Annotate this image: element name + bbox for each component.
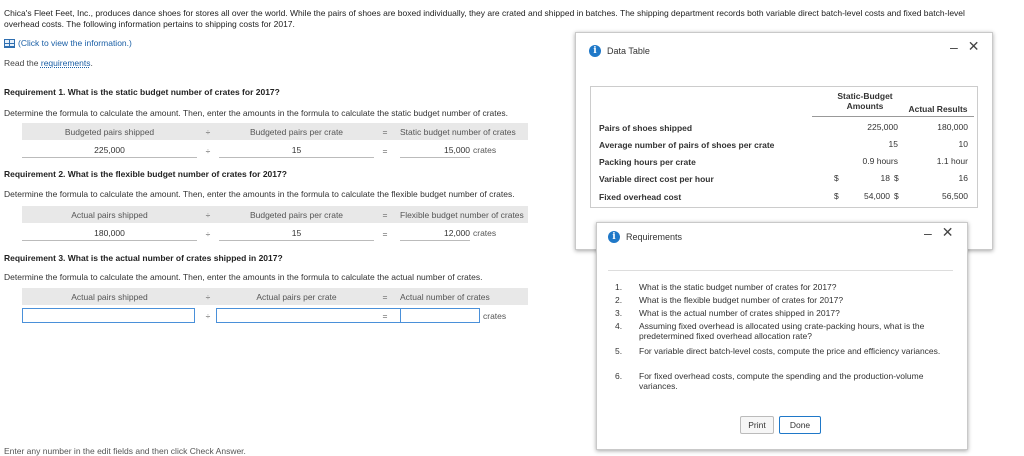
- req3-col1: Actual pairs shipped: [71, 291, 148, 302]
- list-item: [615, 308, 945, 318]
- close-icon[interactable]: ✕: [967, 38, 980, 54]
- row-label: Average number of pairs of shoes per crate: [599, 140, 775, 150]
- req1-unit: crates: [473, 145, 497, 155]
- static-budget-header: [820, 91, 910, 111]
- static-value: 15: [888, 139, 898, 149]
- footer-hint: Enter any number in the edit fields and then click Check Answer.: [4, 446, 246, 456]
- item-number: 3.: [615, 308, 623, 318]
- req1-col1: Budgeted pairs shipped: [64, 126, 155, 137]
- actual-value: 1.1 hour: [936, 156, 968, 166]
- static-value: 0.9 hours: [862, 156, 898, 166]
- req3-unit: crates: [483, 310, 507, 321]
- item-number: 2.: [615, 295, 623, 305]
- req3-col3: Actual number of crates: [400, 291, 490, 302]
- item-number: 4.: [615, 321, 623, 331]
- req1-col2: Budgeted pairs per crate: [249, 126, 344, 137]
- item-text: For fixed overhead costs, compute the spending and the production-volume variances.: [639, 371, 924, 391]
- list-item: [615, 346, 945, 356]
- static-value: 18: [880, 173, 890, 183]
- req1-description: Determine the formula to calculate the amount. Then, enter the amounts in the formula to calculate the static budget number of crates.: [4, 108, 508, 118]
- list-item: [615, 282, 945, 292]
- req3-input3[interactable]: [400, 308, 480, 323]
- currency-symbol: $: [834, 173, 839, 183]
- req3-heading: Requirement 3. What is the actual number of crates shipped in 2017?: [4, 253, 283, 263]
- minimize-icon[interactable]: –: [924, 224, 932, 241]
- actual-value: 180,000: [937, 122, 968, 132]
- item-number: 5.: [615, 346, 623, 356]
- req3-input1[interactable]: [22, 308, 195, 323]
- row-label: Pairs of shoes shipped: [599, 123, 693, 133]
- req2-value3[interactable]: 12,000: [400, 226, 470, 241]
- print-button[interactable]: Print: [740, 416, 774, 434]
- req1-value1[interactable]: 225,000: [22, 143, 197, 158]
- equals-operator: =: [382, 228, 388, 239]
- req1-formula-values: [22, 142, 528, 159]
- static-budget-header-line2: Amounts: [846, 101, 884, 111]
- item-text: What is the static budget number of crates for 2017?: [639, 282, 837, 292]
- currency-symbol: $: [894, 191, 899, 201]
- read-requirements: Read the requirements.: [4, 58, 93, 68]
- equals-operator: =: [382, 291, 388, 302]
- req2-description: Determine the formula to calculate the amount. Then, enter the amounts in the formula to calculate the flexible budget number of crates.: [4, 189, 515, 199]
- data-table-title-bar: [589, 45, 650, 57]
- req3-formula-inputs: [22, 307, 528, 324]
- req1-value3[interactable]: 15,000: [400, 143, 470, 158]
- item-text: What is the flexible budget number of crates for 2017?: [639, 295, 844, 305]
- actual-results-header: Actual Results: [908, 104, 968, 114]
- req1-heading: Requirement 1. What is the static budget number of crates for 2017?: [4, 87, 280, 97]
- req2-formula-values: [22, 225, 528, 242]
- divide-operator: ÷: [205, 126, 211, 137]
- divide-operator: ÷: [205, 310, 211, 321]
- close-icon[interactable]: ✕: [941, 224, 954, 240]
- info-link[interactable]: [4, 38, 132, 48]
- list-item: [615, 321, 945, 341]
- req2-value2[interactable]: 15: [219, 226, 374, 241]
- divide-operator: ÷: [205, 209, 211, 220]
- req2-col2: Budgeted pairs per crate: [249, 209, 344, 220]
- actual-value: 10: [958, 139, 968, 149]
- row-label: Variable direct cost per hour: [599, 174, 714, 184]
- requirements-title-bar: [608, 231, 682, 243]
- requirements-title: Requirements: [626, 232, 683, 242]
- static-budget-header-line1: Static-Budget: [837, 91, 893, 101]
- req2-value1[interactable]: 180,000: [22, 226, 197, 241]
- info-link-label: (Click to view the information.): [18, 38, 132, 48]
- table-icon: [4, 39, 15, 48]
- requirements-link[interactable]: requirements: [40, 58, 91, 68]
- req1-value2[interactable]: 15: [219, 143, 374, 158]
- item-text: Assuming fixed overhead is allocated using crate-packing hours, what is the predetermined fixed overhead allocation rate?: [639, 321, 925, 341]
- data-table-title: Data Table: [607, 46, 650, 56]
- info-icon: i: [589, 45, 601, 57]
- read-the-text: Read the: [4, 58, 39, 68]
- req2-formula-header: [22, 206, 528, 223]
- header-divider: [812, 116, 974, 117]
- static-value: 225,000: [867, 122, 898, 132]
- minimize-icon[interactable]: –: [950, 38, 958, 55]
- req3-description: Determine the formula to calculate the amount. Then, enter the amounts in the formula to calculate the actual number of crates.: [4, 272, 483, 282]
- req2-unit: crates: [473, 228, 497, 238]
- actual-value: 16: [958, 173, 968, 183]
- divide-operator: ÷: [205, 291, 211, 302]
- req3-col2: Actual pairs per crate: [256, 291, 337, 302]
- req2-col1: Actual pairs shipped: [71, 209, 148, 220]
- done-button[interactable]: Done: [779, 416, 821, 434]
- requirements-window-buttons: [924, 224, 954, 241]
- problem-intro: Chica's Fleet Feet, Inc., produces dance shoes for stores all over the world. While the pairs of shoes are boxed individually, they are crated and shipped in batches. The shipping department records both variable direct batch-level costs and fixed batch-level overhead costs. The following information pertains to shipping costs for 2017.: [4, 8, 965, 29]
- divide-operator: ÷: [205, 145, 211, 156]
- static-value: 54,000: [864, 191, 890, 201]
- equals-operator: =: [382, 209, 388, 220]
- item-text: What is the actual number of crates shipped in 2017?: [639, 308, 840, 318]
- req3-formula-header: [22, 288, 528, 305]
- data-table-window-buttons: [950, 38, 980, 55]
- currency-symbol: $: [894, 173, 899, 183]
- actual-value: 56,500: [942, 191, 968, 201]
- equals-operator: =: [382, 310, 388, 321]
- list-item: [615, 295, 945, 305]
- divide-operator: ÷: [205, 228, 211, 239]
- info-icon: i: [608, 231, 620, 243]
- item-number: 1.: [615, 282, 623, 292]
- req1-formula-header: [22, 123, 528, 140]
- req2-col3: Flexible budget number of crates: [400, 209, 524, 220]
- req1-col3: Static budget number of crates: [400, 126, 516, 137]
- item-number: 6.: [615, 371, 623, 381]
- item-text: For variable direct batch-level costs, compute the price and efficiency variances.: [639, 346, 941, 356]
- list-item: [615, 371, 945, 391]
- row-label: Packing hours per crate: [599, 157, 696, 167]
- row-label: Fixed overhead cost: [599, 192, 682, 202]
- currency-symbol: $: [834, 191, 839, 201]
- equals-operator: =: [382, 145, 388, 156]
- req2-heading: Requirement 2. What is the flexible budget number of crates for 2017?: [4, 169, 287, 179]
- equals-operator: =: [382, 126, 388, 137]
